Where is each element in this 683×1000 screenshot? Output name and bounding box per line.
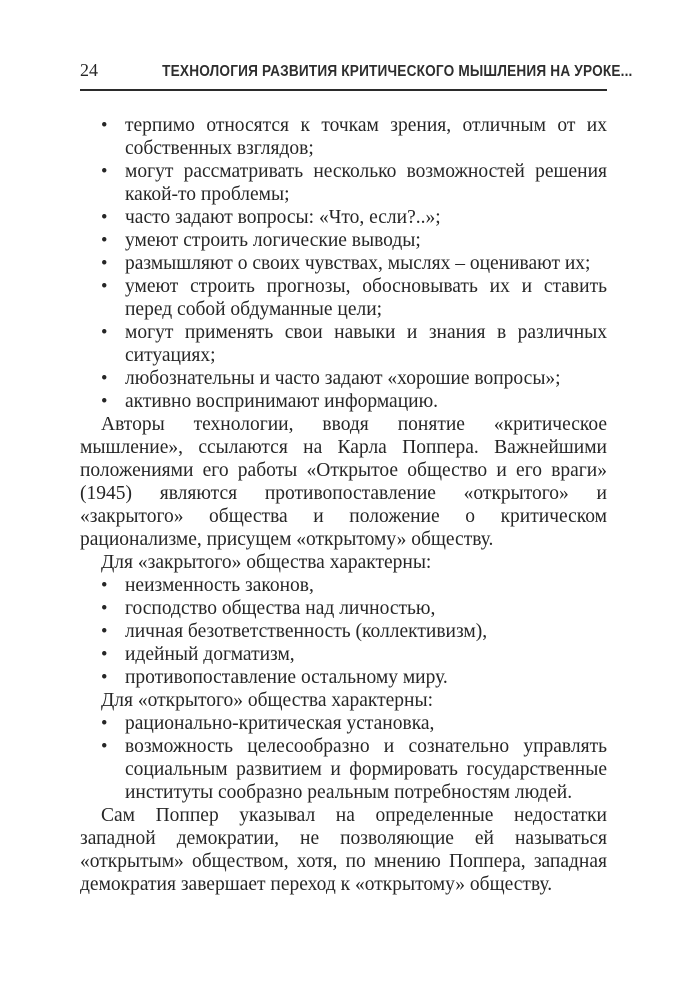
page-number: 24 bbox=[80, 60, 98, 80]
bullet-icon bbox=[101, 114, 107, 137]
bullet-icon bbox=[101, 252, 107, 275]
list-item bbox=[80, 390, 607, 413]
paragraph-authors: Авторы технологии, вводя понятие «критическое мышление», ссылаются на Карла Поппера. Важнейшими положениями его работы «Открытое общество и его враги» (1945) являются противопоставление «открытого» и «закрытого» общества и положение о критическом рационализме, присущем «открытому» обществу. bbox=[80, 414, 607, 550]
list-item bbox=[80, 321, 607, 367]
bullet-icon bbox=[101, 229, 107, 252]
closed-society-heading: Для «закрытого» общества характерны: bbox=[101, 552, 432, 573]
list-item-text: размышляют о своих чувствах, мыслях – оценивают их; bbox=[125, 253, 591, 274]
intro-bullet-list bbox=[80, 114, 607, 413]
open-society-heading: Для «открытого» общества характерны: bbox=[101, 690, 434, 711]
bullet-icon bbox=[101, 643, 107, 666]
bullet-icon bbox=[101, 597, 107, 620]
list-item-text: умеют строить логические выводы; bbox=[125, 230, 421, 251]
list-item bbox=[80, 620, 607, 643]
list-item bbox=[80, 666, 607, 689]
list-item bbox=[80, 712, 607, 735]
list-item bbox=[80, 597, 607, 620]
list-item-text: часто задают вопросы: «Что, если?..»; bbox=[125, 207, 441, 228]
list-item bbox=[80, 229, 607, 252]
bullet-icon bbox=[101, 321, 107, 344]
running-title: ТЕХНОЛОГИЯ РАЗВИТИЯ КРИТИЧЕСКОГО МЫШЛЕНИЯ НА УРОКЕ... bbox=[162, 63, 633, 80]
list-item bbox=[80, 114, 607, 160]
bullet-icon bbox=[101, 735, 107, 758]
open-society-list bbox=[80, 712, 607, 804]
list-item-text: могут рассматривать несколько возможностей решения какой-то проблемы; bbox=[125, 161, 607, 205]
page-body bbox=[80, 114, 607, 896]
list-item-text: любознательны и часто задают «хорошие вопросы»; bbox=[125, 368, 561, 389]
bullet-icon bbox=[101, 367, 107, 390]
list-item bbox=[80, 574, 607, 597]
bullet-icon bbox=[101, 712, 107, 735]
bullet-icon bbox=[101, 574, 107, 597]
list-item-text: терпимо относятся к точкам зрения, отличным от их собственных взглядов; bbox=[125, 115, 607, 159]
list-item bbox=[80, 275, 607, 321]
list-item-text: умеют строить прогнозы, обосновывать их и ставить перед собой обдуманные цели; bbox=[125, 276, 607, 320]
paragraph-popper: Сам Поппер указывал на определенные недостатки западной демократии, не позволяющие ей называться «открытым» обществом, хотя, по мнению Поппера, западная демократия завершает переход к «открытому» обществу. bbox=[80, 805, 607, 895]
list-item-text: идейный догматизм, bbox=[125, 644, 295, 665]
list-item bbox=[80, 643, 607, 666]
list-item bbox=[80, 252, 607, 275]
list-item-text: противопоставление остальному миру. bbox=[125, 667, 448, 688]
list-item-text: господство общества над личностью, bbox=[125, 598, 436, 619]
closed-society-list bbox=[80, 574, 607, 689]
list-item-text: личная безответственность (коллективизм), bbox=[125, 621, 488, 642]
bullet-icon bbox=[101, 206, 107, 229]
bullet-icon bbox=[101, 390, 107, 413]
list-item-text: возможность целесообразно и сознательно управлять социальным развитием и формировать государственные институты сообразно реальным потребностям людей. bbox=[125, 736, 607, 803]
page-header bbox=[80, 60, 633, 91]
list-item bbox=[80, 367, 607, 390]
bullet-icon bbox=[101, 620, 107, 643]
list-item bbox=[80, 206, 607, 229]
bullet-icon bbox=[101, 275, 107, 298]
bullet-icon bbox=[101, 666, 107, 689]
list-item bbox=[80, 735, 607, 804]
bullet-icon bbox=[101, 160, 107, 183]
list-item-text: активно воспринимают информацию. bbox=[125, 391, 439, 412]
list-item-text: неизменность законов, bbox=[125, 575, 314, 596]
list-item-text: могут применять свои навыки и знания в различных ситуациях; bbox=[125, 322, 607, 366]
list-item bbox=[80, 160, 607, 206]
list-item-text: рационально-критическая установка, bbox=[125, 713, 435, 734]
